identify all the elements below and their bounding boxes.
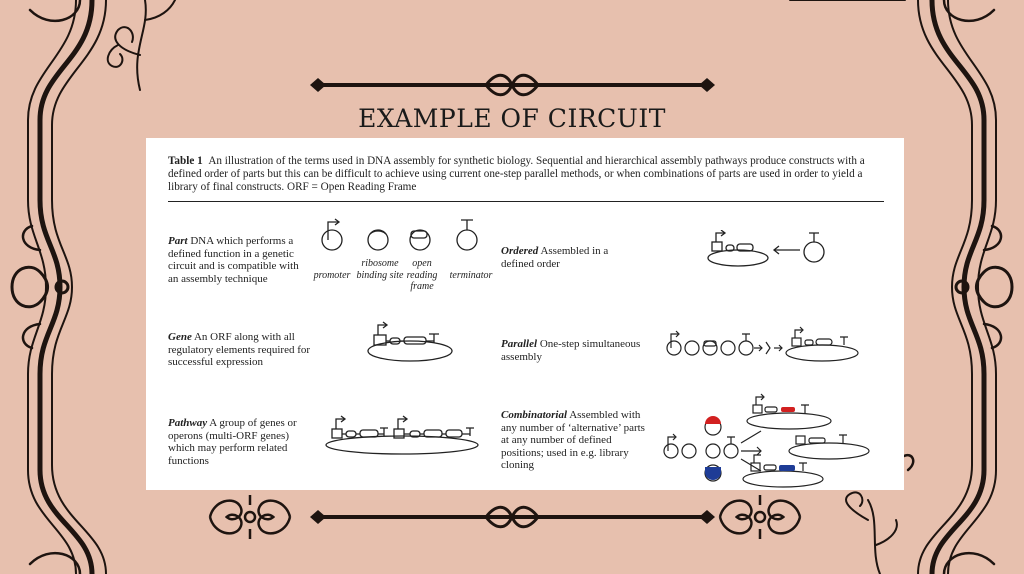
term-pathway: Pathway A group of genes or operons (multi-ORF genes) which may perform related functions [168, 417, 297, 467]
label-terminator: terminator [449, 270, 493, 281]
term-parallel: Parallel One-step simultaneous assembly [501, 338, 641, 363]
top-divider [310, 75, 715, 95]
part-icons [314, 210, 494, 260]
table-caption [168, 155, 884, 194]
table-image [146, 138, 904, 490]
table-rule [168, 201, 884, 202]
pathway-diagram [324, 413, 484, 458]
term-ordered: Ordered Assembled in a defined order [501, 245, 609, 270]
term-part: Part DNA which performs a defined function in a genetic circuit and is compatible with an assembly technique [168, 235, 299, 285]
caption-label: Table 1 [168, 155, 203, 167]
term-combinatorial: Combinatorial Assembled with any number of ‘alternative’ parts at any number of defined positions; used in e.g. library cloning [501, 409, 645, 471]
slide-title: EXAMPLE OF CIRCUIT [358, 104, 666, 133]
ordered-diagram [704, 230, 834, 275]
combinatorial-diagram [661, 393, 891, 490]
parallel-diagram [664, 326, 864, 366]
gene-diagram [364, 321, 464, 366]
label-orf: open reading frame [406, 258, 438, 292]
label-promoter: promoter [313, 270, 351, 281]
bottom-divider [310, 507, 715, 527]
label-rbs: ribosome binding site [356, 258, 404, 281]
caption-text: An illustration of the terms used in DNA assembly for synthetic biology. Sequential and hierarchical assembly pathways produce constructs with a defined order of parts but this can be difficult to achieve using current one-step parallel methods, or when combinations of parts are used in order to yield a library of final constructs. ORF = Open Reading Frame [168, 155, 865, 193]
term-gene: Gene An ORF along with all regulatory elements required for successful expression [168, 331, 311, 368]
